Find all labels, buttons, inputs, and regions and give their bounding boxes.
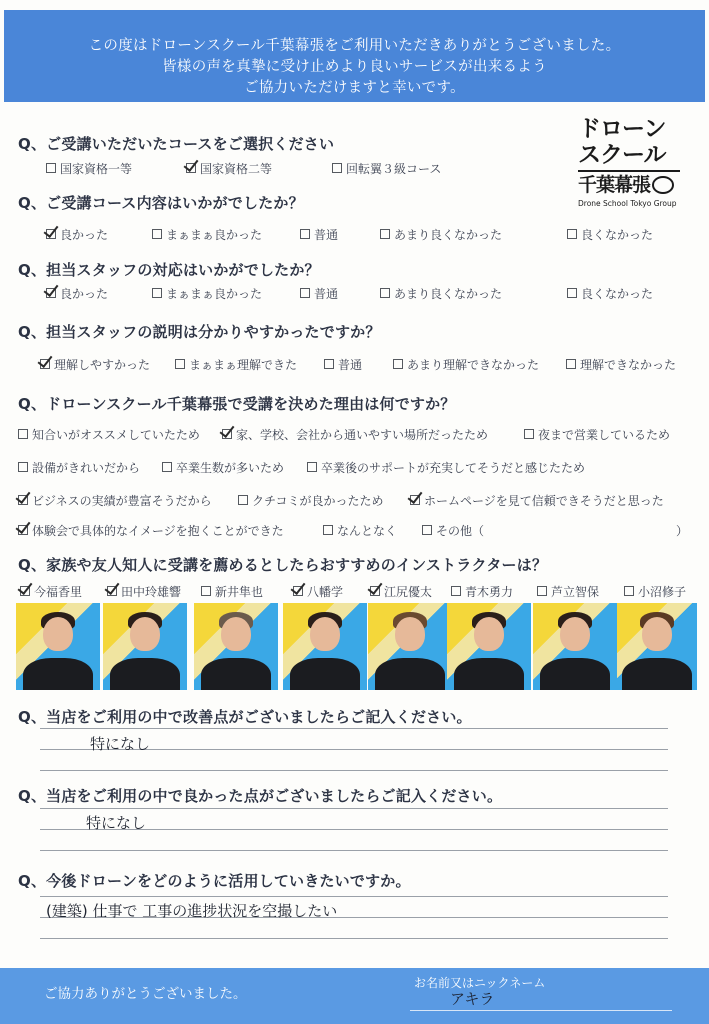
option-course-1[interactable]: 国家資格一等 (46, 160, 132, 177)
question-staff: Q、担当スタッフの対応はいかがでしたか？ (18, 261, 320, 279)
checkbox[interactable] (524, 429, 534, 439)
checkbox-checked[interactable] (186, 163, 196, 173)
option-content-1[interactable]: 良かった (46, 226, 108, 243)
instructor-photo-2 (103, 603, 187, 690)
footer-banner (0, 968, 709, 1024)
checkbox[interactable] (324, 359, 334, 369)
option-explanation-3[interactable]: 普通 (324, 356, 362, 373)
question-good-points: Q、当店をご利用の中で良かった点がございましたらご記入ください。 (18, 787, 503, 805)
header-banner (4, 10, 705, 102)
option-reason-4[interactable]: 設備がきれいだから (18, 459, 140, 476)
header-line-2: 皆様の声を真摯に受け止めより良いサービスが出来るよう (162, 59, 547, 75)
question-content: Q、ご受講コース内容はいかがでしたか？ (18, 194, 304, 212)
checkbox-checked[interactable] (46, 229, 56, 239)
checkbox[interactable] (46, 163, 56, 173)
checkbox-checked[interactable] (370, 586, 380, 596)
question-reason: Q、ドローンスクール千葉幕張で受講を決めた理由は何ですか？ (18, 395, 456, 413)
drone-logo-icon (652, 176, 674, 194)
name-underline (410, 1010, 672, 1011)
logo-text-4: Drone School Tokyo Group (578, 199, 677, 208)
checkbox-checked[interactable] (107, 586, 117, 596)
checkbox[interactable] (300, 288, 310, 298)
option-reason-10[interactable]: 体験会で具体的なイメージを抱くことができた (18, 522, 284, 539)
option-instructor-2[interactable]: 田中玲雄響 (107, 583, 181, 600)
drone-usage-answer[interactable]: (建築) 仕事で 工事の進捗状況を空撮したい (46, 902, 338, 920)
checkbox[interactable] (332, 163, 342, 173)
instructor-photo-6 (447, 603, 531, 690)
checkbox[interactable] (451, 586, 461, 596)
improvement-answer[interactable]: 特になし (90, 735, 151, 753)
option-reason-1[interactable]: 知合いがオススメしていたため (18, 426, 200, 443)
option-course-2[interactable]: 国家資格二等 (186, 160, 272, 177)
checkbox[interactable] (162, 462, 172, 472)
option-reason-12[interactable]: その他（ (422, 522, 484, 539)
checkbox-checked[interactable] (40, 359, 50, 369)
question-course: Q、ご受講いただいたコースをご選択ください (18, 135, 335, 153)
footer-thanks: ご協力ありがとうございました。 (44, 986, 247, 1002)
option-explanation-2[interactable]: まぁまぁ理解できた (175, 356, 297, 373)
option-content-3[interactable]: 普通 (300, 226, 338, 243)
question-explanation: Q、担当スタッフの説明は分かりやすかったですか？ (18, 323, 381, 341)
other-close-paren: ） (676, 524, 689, 538)
option-explanation-5[interactable]: 理解できなかった (566, 356, 676, 373)
checkbox[interactable] (380, 288, 390, 298)
question-improvement: Q、当店をご利用の中で改善点がございましたらご記入ください。 (18, 708, 472, 726)
option-reason-5[interactable]: 卒業生数が多いため (162, 459, 284, 476)
option-staff-5[interactable]: 良くなかった (567, 285, 653, 302)
option-staff-1[interactable]: 良かった (46, 285, 108, 302)
checkbox[interactable] (624, 586, 634, 596)
checkbox[interactable] (393, 359, 403, 369)
option-content-4[interactable]: あまり良くなかった (380, 226, 502, 243)
checkbox[interactable] (566, 359, 576, 369)
option-reason-6[interactable]: 卒業後のサポートが充実してそうだと感じたため (307, 459, 585, 476)
option-instructor-8[interactable]: 小沼修子 (624, 583, 686, 600)
option-reason-11[interactable]: なんとなく (323, 522, 397, 539)
question-drone-usage: Q、今後ドローンをどのように活用していきたいですか。 (18, 872, 411, 890)
checkbox[interactable] (537, 586, 547, 596)
instructor-photo-5 (368, 603, 452, 690)
instructor-photo-4 (283, 603, 367, 690)
checkbox[interactable] (18, 462, 28, 472)
checkbox[interactable] (380, 229, 390, 239)
option-instructor-6[interactable]: 青木勇力 (451, 583, 513, 600)
logo-text-1: ドローン (578, 116, 666, 142)
option-explanation-1[interactable]: 理解しやすかった (40, 356, 150, 373)
checkbox-checked[interactable] (18, 525, 28, 535)
checkbox[interactable] (307, 462, 317, 472)
option-explanation-4[interactable]: あまり理解できなかった (393, 356, 539, 373)
checkbox-checked[interactable] (20, 586, 30, 596)
header-line-3: ご協力いただけますと幸いです。 (244, 80, 465, 96)
checkbox-checked[interactable] (46, 288, 56, 298)
logo-text-3: 千葉幕張 (578, 174, 651, 196)
option-instructor-5[interactable]: 江尻優太 (370, 583, 432, 600)
instructor-photo-3 (194, 603, 278, 690)
name-field[interactable]: アキラ (450, 990, 495, 1008)
option-content-2[interactable]: まぁまぁ良かった (152, 226, 262, 243)
logo-divider (578, 170, 680, 172)
option-instructor-3[interactable]: 新井隼也 (201, 583, 263, 600)
option-reason-3[interactable]: 夜まで営業しているため (524, 426, 670, 443)
option-reason-8[interactable]: クチコミが良かったため (238, 492, 384, 509)
checkbox[interactable] (238, 495, 248, 505)
school-logo (578, 117, 680, 221)
option-reason-7[interactable]: ビジネスの実績が豊富そうだから (18, 492, 212, 509)
instructor-photo-7 (533, 603, 617, 690)
option-staff-3[interactable]: 普通 (300, 285, 338, 302)
checkbox[interactable] (323, 525, 333, 535)
option-instructor-1[interactable]: 今福香里 (20, 583, 82, 600)
name-label: お名前又はニックネーム (414, 976, 546, 990)
checkbox-checked[interactable] (222, 429, 232, 439)
option-course-3[interactable]: 回転翼３級コース (332, 160, 441, 177)
instructor-photo-1 (16, 603, 100, 690)
instructor-photo-8 (617, 603, 697, 690)
checkbox[interactable] (201, 586, 211, 596)
option-staff-2[interactable]: まぁまぁ良かった (152, 285, 262, 302)
question-instructor: Q、家族や友人知人に受講を薦めるとしたらおすすめのインストラクターは？ (18, 556, 548, 574)
logo-text-2: スクール (578, 142, 666, 168)
checkbox[interactable] (567, 288, 577, 298)
checkbox[interactable] (18, 429, 28, 439)
checkbox-checked[interactable] (410, 495, 420, 505)
option-reason-9[interactable]: ホームページを見て信頼できそうだと思った (410, 492, 664, 509)
checkbox[interactable] (422, 525, 432, 535)
checkbox-checked[interactable] (18, 495, 28, 505)
checkbox[interactable] (175, 359, 185, 369)
option-instructor-7[interactable]: 芦立智保 (537, 583, 599, 600)
option-reason-2[interactable]: 家、学校、会社から通いやすい場所だったため (222, 426, 488, 443)
checkbox[interactable] (152, 288, 162, 298)
checkbox-checked[interactable] (293, 586, 303, 596)
good-points-answer[interactable]: 特になし (86, 814, 147, 832)
checkbox[interactable] (152, 229, 162, 239)
option-staff-4[interactable]: あまり良くなかった (380, 285, 502, 302)
option-instructor-4[interactable]: 八幡学 (293, 583, 343, 600)
header-line-1: この度はドローンスクール千葉幕張をご利用いただきありがとうございました。 (88, 38, 621, 54)
checkbox[interactable] (300, 229, 310, 239)
option-content-5[interactable]: 良くなかった (567, 226, 653, 243)
checkbox[interactable] (567, 229, 577, 239)
